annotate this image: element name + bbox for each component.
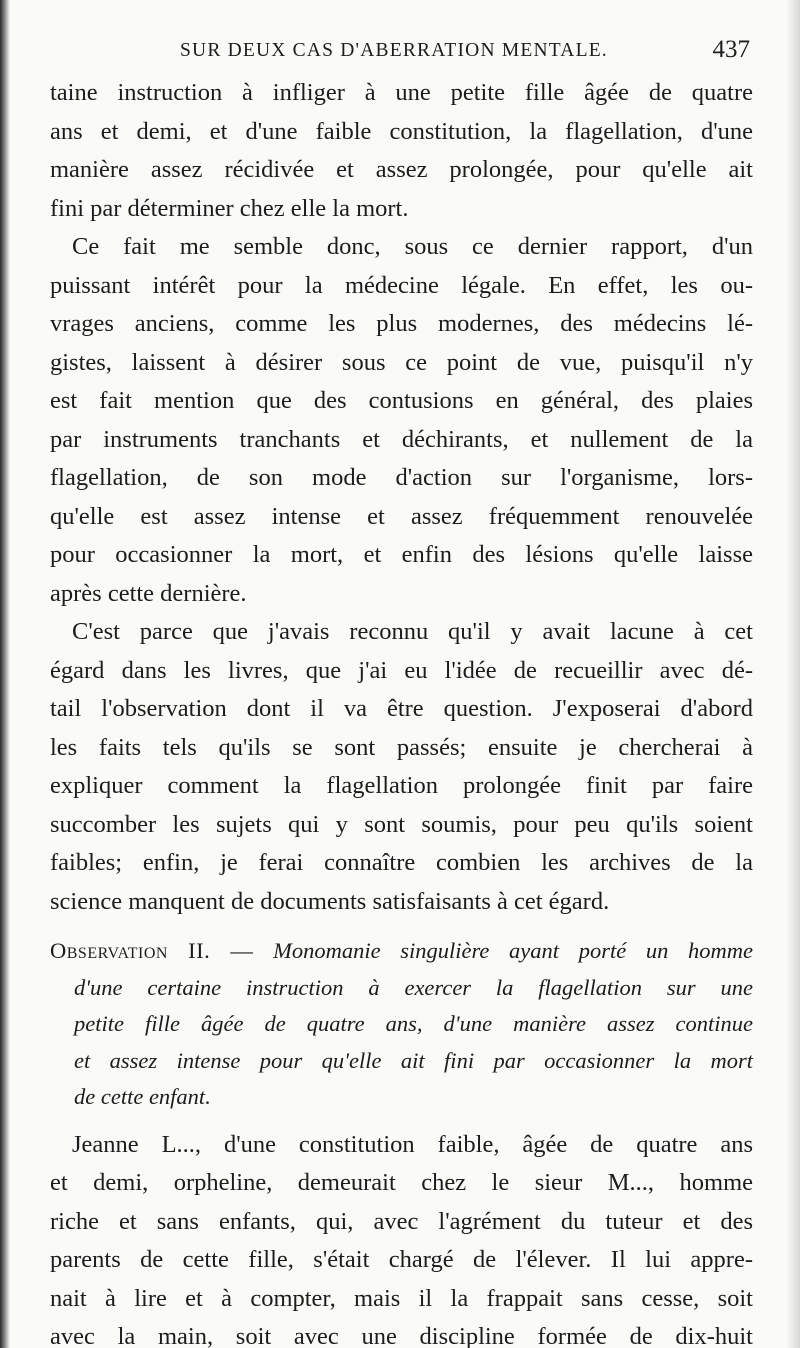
- text-line: et demi, orpheline, demeurait chez le sieur M..., homme: [50, 1169, 753, 1196]
- text-line: pour occasionner la mort, et enfin des lésions qu'elle laisse: [50, 541, 753, 568]
- text-line: science manquent de documents satisfaisants à cet égard.: [50, 887, 610, 915]
- text-line: riche et sans enfants, qui, avec l'agrément du tuteur et des: [50, 1207, 753, 1235]
- text-line: faibles; enfin, je ferai connaître combien les archives de la: [50, 849, 753, 876]
- observation-first-line: [50, 933, 753, 970]
- text-line: est fait mention que des contusions en général, des plaies: [50, 387, 753, 414]
- text-line: fini par déterminer chez elle la mort.: [50, 194, 409, 222]
- running-header: [50, 36, 750, 68]
- page-gutter-shadow: [0, 0, 10, 1348]
- text-line: après cette dernière.: [50, 579, 247, 607]
- paragraph-purpose: [50, 613, 753, 921]
- observation-heading: [50, 933, 753, 1116]
- text-line: par instruments tranchants et déchirants, et nullement de la: [50, 425, 753, 453]
- text-line: expliquer comment la flagellation prolongée finit par faire: [50, 772, 753, 799]
- paragraph-continuation: [50, 74, 753, 228]
- body-text: [50, 74, 753, 1348]
- text-line: manière assez récidivée et assez prolongée, pour qu'elle ait: [50, 156, 753, 183]
- text-line: nait à lire et à compter, mais il la frappait sans cesse, soit: [50, 1284, 753, 1312]
- text-line: tail l'observation dont il va être question. J'exposerai d'abord: [50, 695, 753, 722]
- running-title: SUR DEUX CAS D'ABERRATION MENTALE.: [180, 40, 608, 61]
- text-line: qu'elle est assez intense et assez fréquemment renouvelée: [50, 502, 753, 530]
- paragraph-case-description: [50, 1126, 753, 1348]
- page-number: 437: [712, 36, 750, 63]
- text-line: avec la main, soit avec une discipline formée de dix-huit: [50, 1323, 753, 1348]
- text-line: vrages anciens, comme les plus modernes, des médecins lé-: [50, 310, 753, 337]
- observation-title-line: et assez intense pour qu'elle ait fini par occasionner la mort: [74, 1047, 753, 1073]
- text-line: taine instruction à infliger à une petite fille âgée de quatre: [50, 79, 753, 106]
- observation-label: Observation II. —: [50, 938, 254, 963]
- observation-title-line: de cette enfant.: [74, 1084, 211, 1109]
- text-line: flagellation, de son mode d'action sur l'organisme, lors-: [50, 464, 753, 491]
- text-line: succomber les sujets qui y sont soumis, pour peu qu'ils soient: [50, 810, 753, 838]
- page-edge-shadow: [786, 0, 800, 1348]
- observation-title-line: d'une certaine instruction à exercer la flagellation sur une: [74, 974, 753, 1000]
- text-line: Ce fait me semble donc, sous ce dernier rapport, d'un: [72, 233, 753, 260]
- text-line: C'est parce que j'avais reconnu qu'il y avait lacune à cet: [72, 618, 753, 645]
- observation-title-line: petite fille âgée de quatre ans, d'une manière assez continue: [74, 1011, 753, 1036]
- text-line: parents de cette fille, s'était chargé de l'élever. Il lui appre-: [50, 1246, 753, 1273]
- text-line: gistes, laissent à désirer sous ce point de vue, puisqu'il n'y: [50, 348, 753, 376]
- text-line: puissant intérêt pour la médecine légale. En effet, les ou-: [50, 271, 753, 299]
- text-line: ans et demi, et d'une faible constitution, la flagellation, d'une: [50, 117, 753, 145]
- observation-title-line: Monomanie singulière ayant porté un homme: [273, 938, 753, 963]
- text-line: les faits tels qu'ils se sont passés; ensuite je chercherai à: [50, 733, 753, 761]
- paragraph-medico-legal: [50, 228, 753, 613]
- text-line: Jeanne L..., d'une constitution faible, âgée de quatre ans: [72, 1130, 753, 1158]
- text-line: égard dans les livres, que j'ai eu l'idée de recueillir avec dé-: [50, 656, 753, 684]
